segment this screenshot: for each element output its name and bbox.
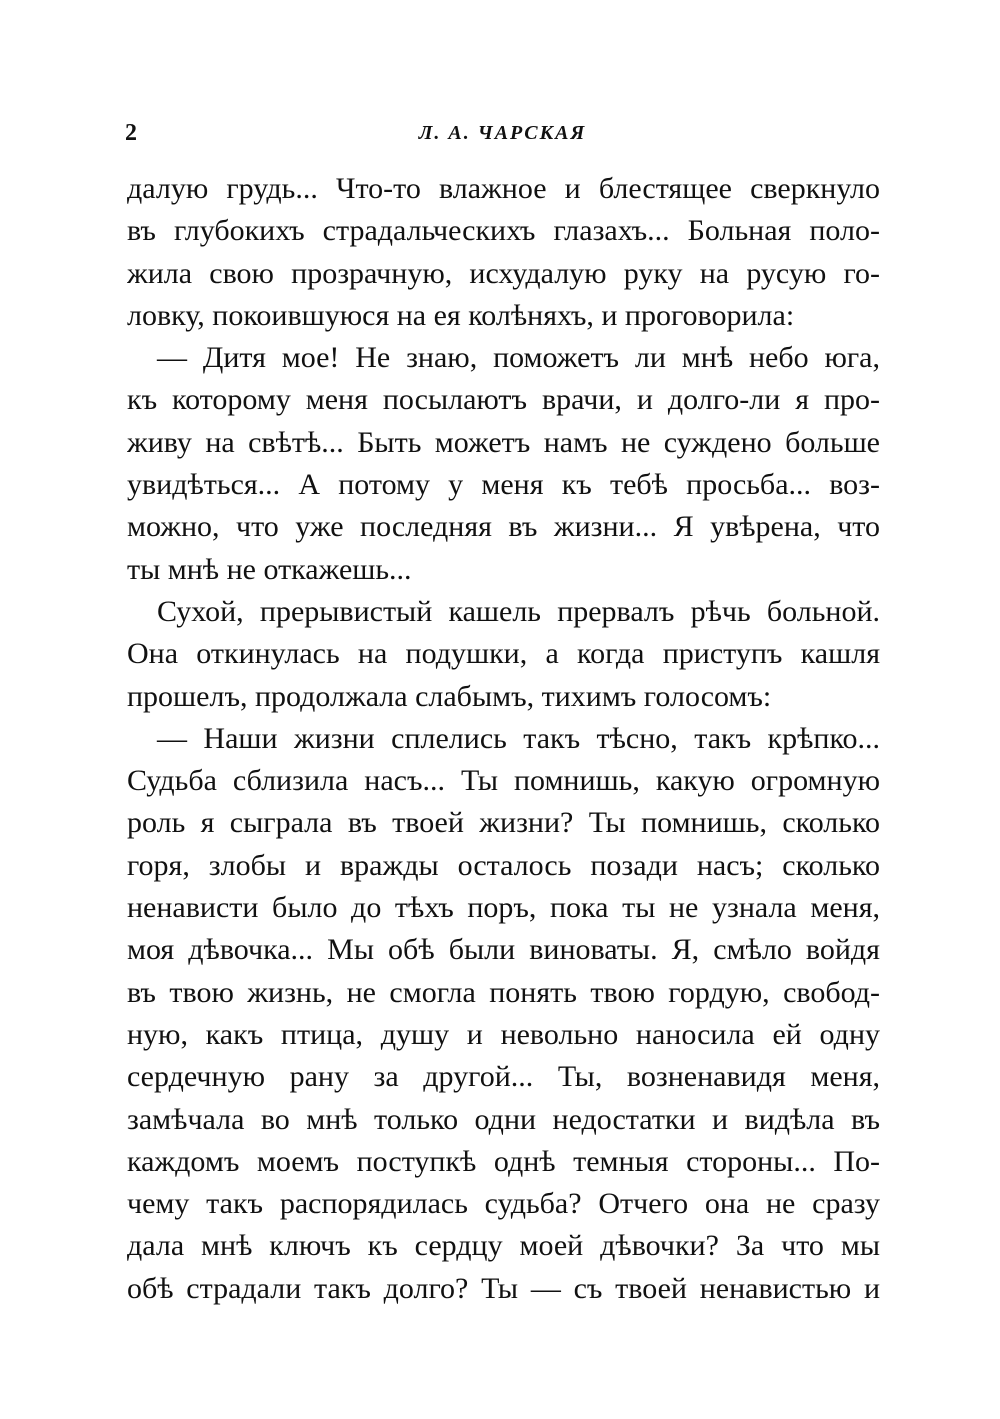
text-line: Судьба сблизила насъ... Ты помнишь, какую огромную bbox=[127, 764, 880, 798]
text-line: — Наши жизни сплелись такъ тѣсно, такъ крѣпко... bbox=[157, 721, 880, 755]
text-line: обѣ страдали такъ долго? Ты — съ твоей ненавистью и bbox=[127, 1271, 880, 1305]
text-line: — Дитя мое! Не знаю, поможетъ ли мнѣ небо юга, bbox=[157, 341, 880, 375]
text-line: замѣчала во мнѣ только одни недостатки и видѣла въ bbox=[127, 1102, 880, 1136]
text-line: чему такъ распорядилась судьба? Отчего она не сразу bbox=[127, 1187, 880, 1221]
text-line: Она откинулась на подушки, а когда приступъ кашля bbox=[127, 637, 880, 671]
text-line: прошелъ, продолжала слабымъ, тихимъ голосомъ: bbox=[127, 679, 772, 713]
text-line: моя дѣвочка... Мы обѣ были виноваты. Я, смѣло войдя bbox=[127, 933, 880, 967]
text-line: увидѣться... А потому у меня къ тебѣ просьба... воз- bbox=[127, 468, 880, 502]
text-line: далую грудь... Что-то влажное и блестящее сверкнуло bbox=[127, 172, 880, 205]
text-line: дала мнѣ ключъ къ сердцу моей дѣвочки? За что мы bbox=[127, 1229, 880, 1263]
text-line: ную, какъ птица, душу и невольно наносила ей одну bbox=[127, 1017, 880, 1051]
text-line: въ твою жизнь, не смогла понять твою гордую, свобод- bbox=[127, 975, 880, 1009]
body-text bbox=[127, 168, 880, 1310]
text-line: ты мнѣ не откажешь... bbox=[127, 552, 412, 586]
running-head: Л. А. ЧАРСКАЯ bbox=[418, 122, 587, 144]
text-line: можно, что уже последняя въ жизни... Я увѣрена, что bbox=[127, 510, 880, 544]
text-line: жила свою прозрачную, исхудалую руку на русую го- bbox=[127, 256, 880, 290]
text-line: сердечную рану за другой... Ты, возненавидя меня, bbox=[127, 1060, 880, 1094]
text-line: горя, злобы и вражды осталось позади насъ; сколько bbox=[127, 848, 880, 882]
page-number: 2 bbox=[125, 120, 137, 146]
text-line: живу на свѣтѣ... Быть можетъ намъ не суждено больше bbox=[127, 425, 880, 459]
text-line: ловку, покоившуюся на ея колѣняхъ, и проговорила: bbox=[127, 298, 795, 332]
text-line: къ которому меня посылаютъ врачи, и долго-ли я про- bbox=[127, 383, 880, 417]
text-line: каждомъ моемъ поступкѣ однѣ темныя стороны... По- bbox=[127, 1144, 880, 1178]
text-line: роль я сыграла въ твоей жизни? Ты помнишь, сколько bbox=[127, 806, 880, 840]
text-line: Сухой, прерывистый кашель прервалъ рѣчь больной. bbox=[157, 594, 880, 628]
page-header bbox=[125, 120, 880, 156]
text-line: въ глубокихъ страдальческихъ глазахъ... Больная поло- bbox=[127, 214, 880, 248]
text-line: ненависти было до тѣхъ поръ, пока ты не узнала меня, bbox=[127, 891, 880, 925]
